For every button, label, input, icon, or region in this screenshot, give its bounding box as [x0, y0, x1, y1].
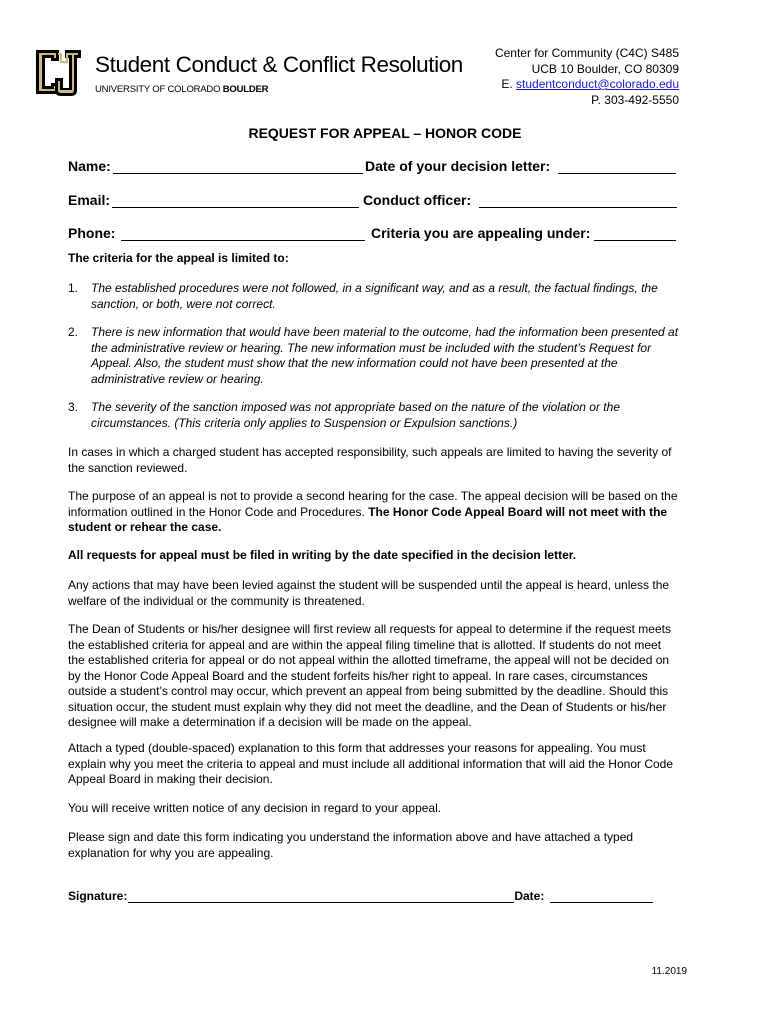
criteria-text: The severity of the sanction imposed was not appropriate based on the nature of the violation or the circumstances. (This criteria only applies to Suspension or Expulsion sanctions.) [91, 400, 620, 430]
email-label: Email: [68, 192, 111, 208]
signature-field [68, 889, 653, 903]
conduct-officer-label: Conduct officer: [363, 192, 472, 208]
name-field [68, 158, 363, 174]
contact-email-link[interactable]: studentconduct@colorado.edu [516, 77, 679, 91]
criteria-label: Criteria you are appealing under: [371, 225, 591, 241]
revision-code: 11.2019 [651, 966, 687, 977]
org-title: Student Conduct & Conflict Resolution [95, 52, 463, 77]
criteria-input-line[interactable] [594, 226, 676, 241]
name-input-line[interactable] [113, 159, 363, 174]
email-field [68, 192, 359, 208]
contact-block [495, 46, 679, 108]
criteria-text: There is new information that would have been material to the outcome, had the information been presented at the administrative review or hearing. The new information must be included with the student’s Request for Appeal. Also, the student must show that the new information could not have been presented at the administrative review or hearing. [91, 325, 679, 386]
university-prefix: UNIVERSITY OF COLORADO [95, 84, 221, 95]
purpose-paragraph [68, 489, 680, 536]
phone-field [68, 225, 365, 241]
conduct-officer-field [363, 192, 677, 208]
form-title: REQUEST FOR APPEAL – HONOR CODE [248, 125, 522, 141]
criteria-item [68, 281, 680, 312]
purpose-text: The purpose of an appeal is not to provide a second hearing for the case. The appeal decision will be based on the information outlined in the Honor Code and Procedures. [68, 489, 678, 519]
contact-address-line1: Center for Community (C4C) S485 [494, 46, 679, 60]
notice-paragraph: You will receive written notice of any decision in regard to your appeal. [68, 801, 442, 815]
criteria-item [68, 325, 680, 387]
criteria-text: The established procedures were not followed, in a significant way, and as a result, the factual findings, the sanction, or both, were not correct. [91, 281, 658, 311]
criteria-number: 2. [68, 325, 79, 339]
dean-paragraph: The Dean of Students or his/her designee will first review all requests for appeal to determine if the request meets the established criteria for appeal and are within the appeal filing timeline that is allotted. If students do not meet the established criteria for appeal or do not appeal within the allotted timeframe, the appeal will not be decided on by the Honor Code Appeal Board and the student forfeits his/her right to appeal. In rare cases, circumstances outside a student’s control may occur, which prevent an appeal from being submitted by the deadline. Should this situation occur, the student must explain why they did not meet the deadline, and the Dean of Students or his/her designee will make a determination if a decision will be made on the appeal. [68, 622, 671, 729]
name-label: Name: [68, 158, 111, 174]
purpose-bold-text: The Honor Code Appeal Board will not meet with the student or rehear the case. [68, 504, 668, 534]
criteria-field [371, 225, 676, 241]
university-campus: BOULDER [222, 84, 269, 95]
attach-paragraph: Attach a typed (double-spaced) explanation to this form that addresses your reasons for appealing. You must explain why you meet the criteria to appeal and must include all additional information that will aid the Honor Code Appeal Board in making their decision. [68, 741, 674, 786]
decision-date-field [365, 158, 676, 174]
contact-phone: P. 303-492-5550 [591, 92, 679, 107]
phone-input-line[interactable] [121, 226, 365, 241]
university-name [95, 84, 268, 95]
date-label: Date: [514, 889, 545, 903]
signature-label: Signature: [68, 889, 128, 903]
email-input-line[interactable] [112, 193, 359, 208]
criteria-number: 3. [68, 400, 79, 414]
contact-email-prefix: E. [501, 77, 517, 91]
decision-date-input-line[interactable] [558, 159, 676, 174]
criteria-number: 1. [68, 281, 79, 295]
decision-date-label: Date of your decision letter: [365, 158, 551, 174]
contact-email-line [495, 77, 679, 93]
suspended-paragraph: Any actions that may have been levied against the student will be suspended until the appeal is heard, unless the welfare of the individual or the community is threatened. [68, 578, 670, 608]
criteria-intro: The criteria for the appeal is limited to: [68, 251, 289, 265]
conduct-officer-input-line[interactable] [479, 193, 677, 208]
contact-address-line2: UCB 10 Boulder, CO 80309 [531, 61, 679, 76]
deadline-paragraph: All requests for appeal must be filed in writing by the date specified in the decision letter. [68, 548, 577, 562]
date-input-line[interactable] [550, 890, 653, 903]
cu-logo-icon [33, 46, 83, 98]
responsibility-paragraph: In cases in which a charged student has accepted responsibility, such appeals are limited to having the severity of the sanction reviewed. [68, 445, 672, 475]
signature-input-line[interactable] [128, 890, 514, 903]
phone-label: Phone: [68, 225, 116, 241]
criteria-item [68, 400, 680, 431]
sign-paragraph: Please sign and date this form indicating you understand the information above and have attached a typed explanation for why you are appealing. [68, 830, 634, 860]
